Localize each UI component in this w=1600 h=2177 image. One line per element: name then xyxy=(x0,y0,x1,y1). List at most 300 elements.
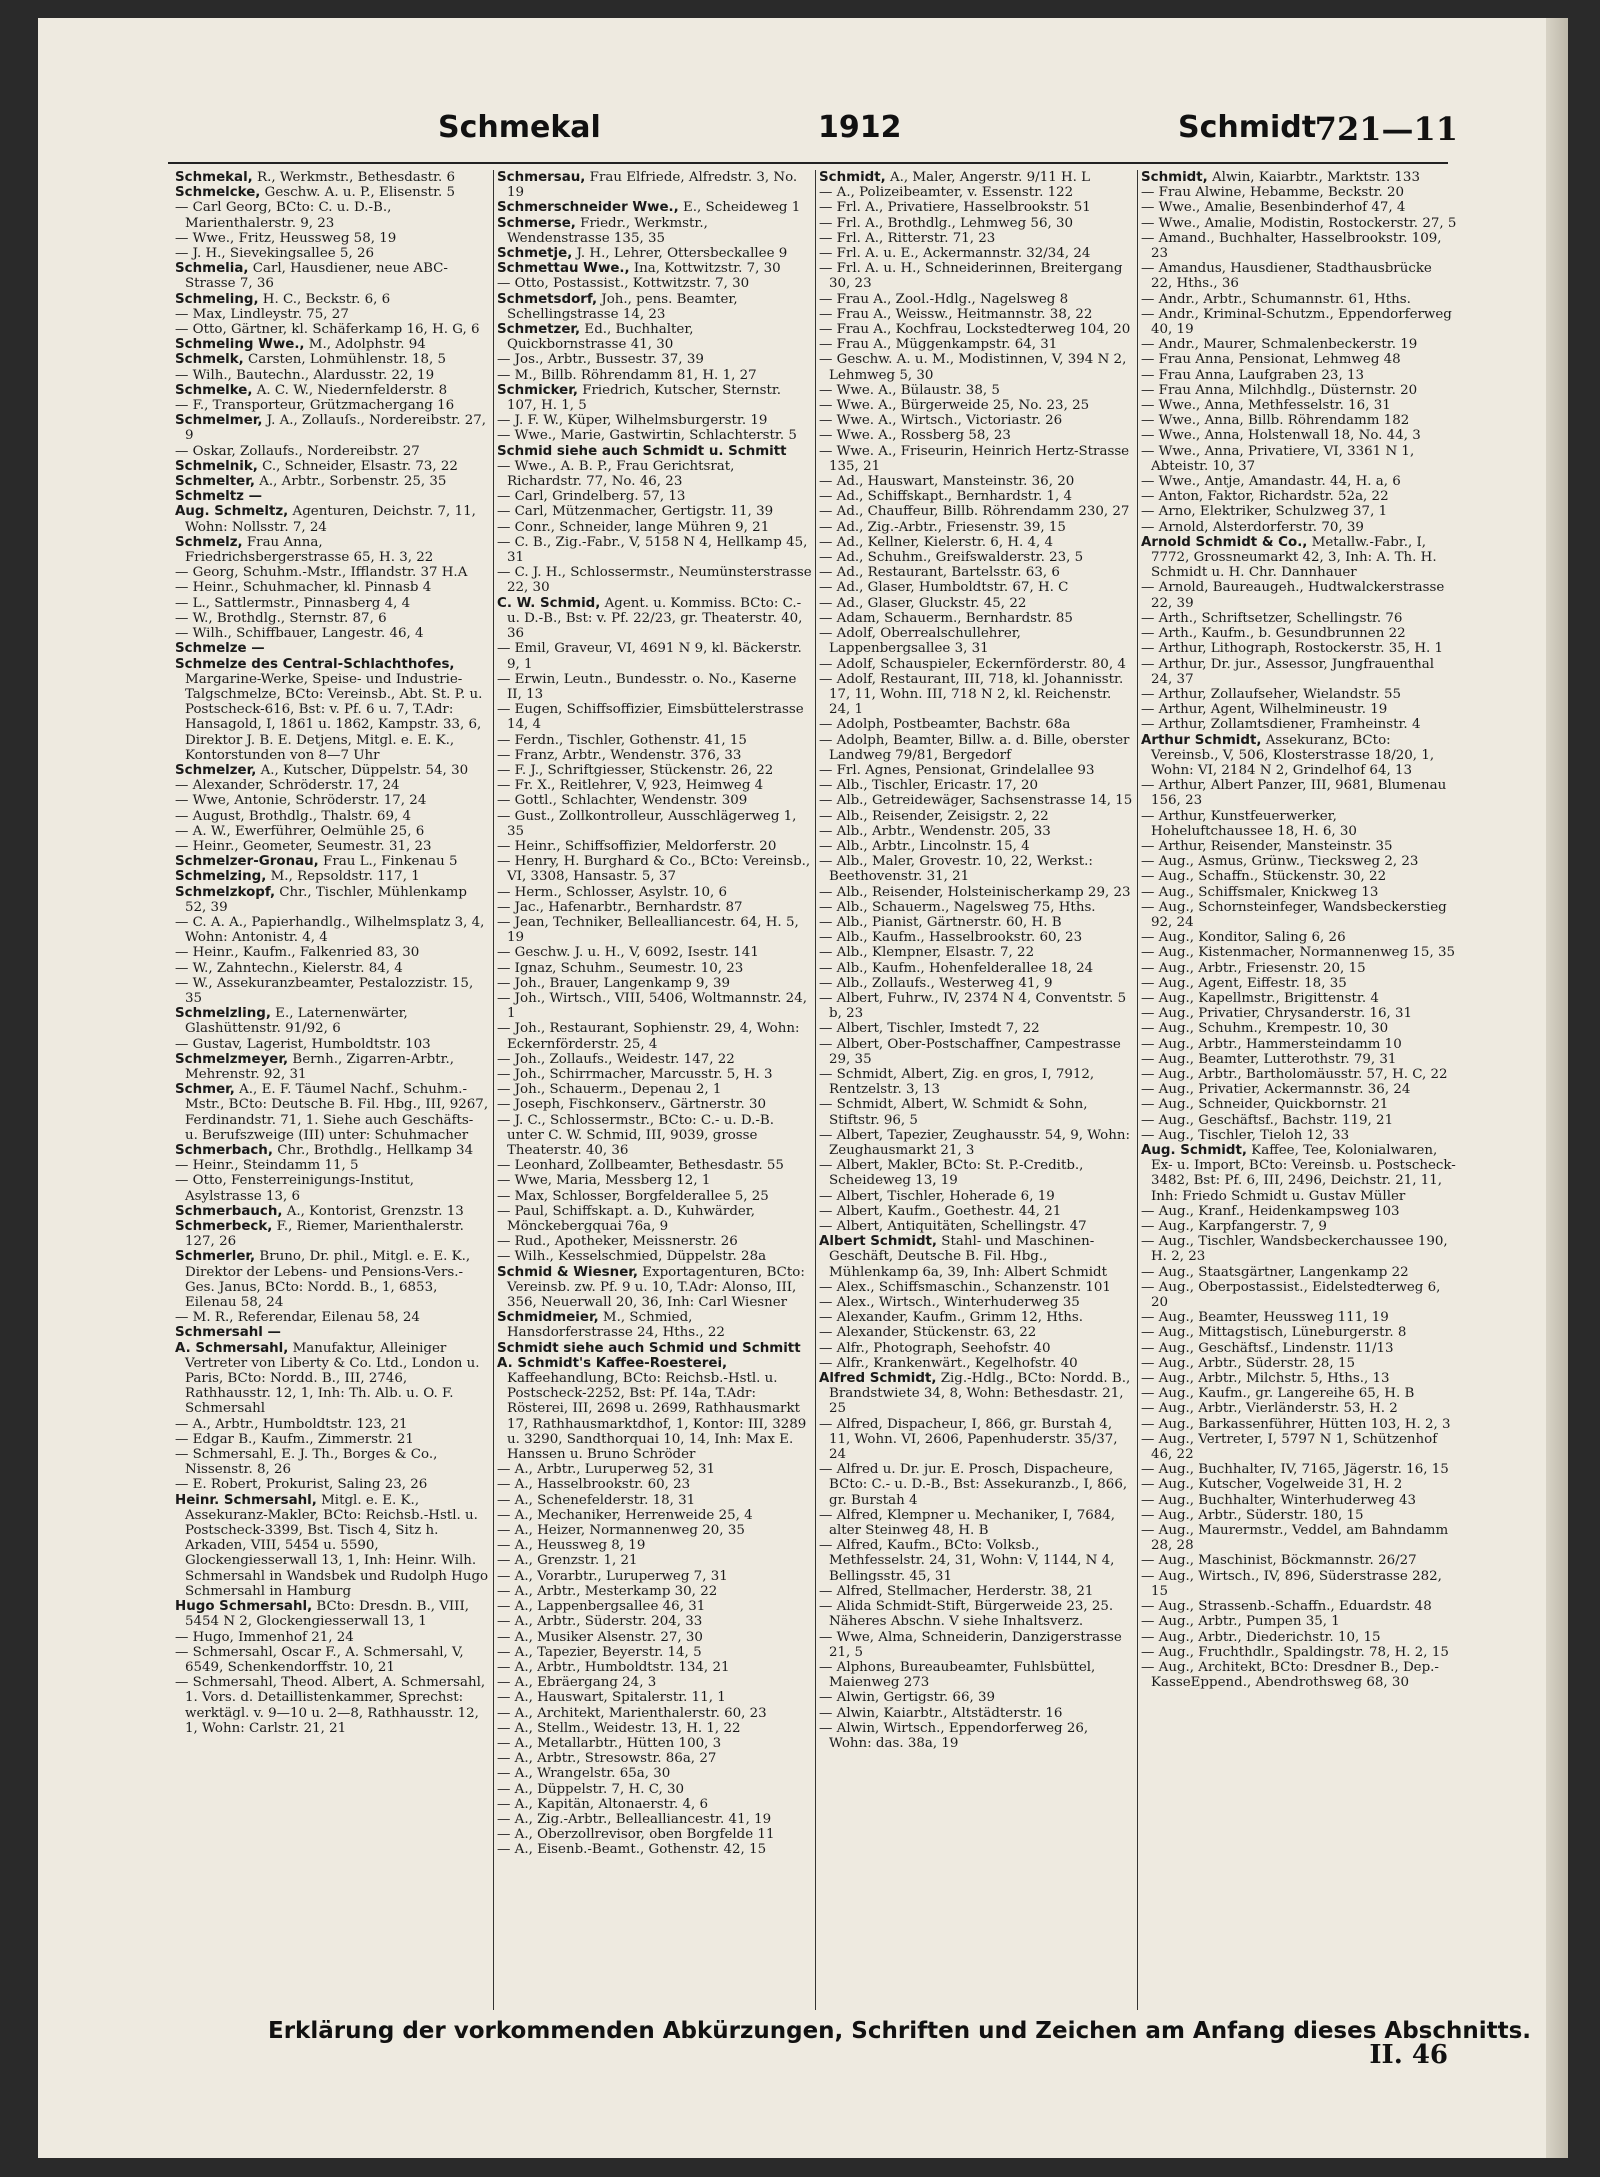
directory-entry: — Aug., Privatier, Chrysanderstr. 16, 31 xyxy=(1141,1006,1413,1022)
directory-entry: — Ad., Glaser, Gluckstr. 45, 22 xyxy=(819,595,1027,611)
directory-entry: — A., Heizer, Normannenweg 20, 35 xyxy=(497,1523,745,1539)
directory-entry: Schmidt siehe auch Schmid und Schmitt xyxy=(497,1340,801,1356)
directory-entry: — W., Zahntechn., Kielerstr. 84, 4 xyxy=(175,960,403,976)
directory-entry: — Aug., Buchhalter, IV, 7165, Jägerstr. 16, 15 xyxy=(1141,1462,1449,1478)
header-year: 1912 xyxy=(818,110,902,145)
directory-entry: — Frl. A. u. E., Ackermannstr. 32/34, 24 xyxy=(819,246,1091,262)
directory-entry: Alfred Schmidt, Zig.-Hdlg., BCto: Nordd. B., Brandstwiete 34, 8, Wohn: Bethesdastr. 21, 25 xyxy=(819,1371,1131,1417)
directory-entry: Schmeling, H. C., Beckstr. 6, 6 xyxy=(175,291,391,307)
directory-entry: — Heinr., Schiffsoffizier, Meldorferstr. 20 xyxy=(497,838,777,854)
directory-entry: Schmelz, Frau Anna, Friedrichsbergerstrasse 65, H. 3, 22 xyxy=(175,534,434,566)
directory-entry: — A., Polizeibeamter, v. Essenstr. 122 xyxy=(819,185,1074,201)
directory-entry: — Alex., Schiffsmaschin., Schanzenstr. 101 xyxy=(819,1279,1111,1295)
directory-entry: — Emil, Graveur, VI, 4691 N 9, kl. Bäckerstr. 9, 1 xyxy=(497,641,802,672)
directory-entry: A. Schmersahl, Manufaktur, Alleiniger Vertreter von Liberty & Co. Ltd., London u. Paris, BCto: Nordd. B., III, 2746, Rathhausstr. 12, 1, Inh: Th. Alb. u. O. F. Schmersahl xyxy=(175,1340,480,1417)
directory-entry: — Gustav, Lagerist, Humboldtstr. 103 xyxy=(175,1036,431,1052)
directory-entry: — Aug., Tischler, Wandsbeckerchaussee 190, H. 2, 23 xyxy=(1141,1234,1448,1265)
directory-entry: — Alb., Klempner, Elsastr. 7, 22 xyxy=(819,945,1035,961)
directory-entry: — Aug., Architekt, BCto: Dresdner B., Dep.-KasseEppend., Abendrothsweg 68, 30 xyxy=(1141,1659,1439,1691)
directory-entry: Schmerbach, Chr., Brothdlg., Hellkamp 34 xyxy=(175,1143,474,1158)
directory-entry: — Heinr., Kaufm., Falkenried 83, 30 xyxy=(175,945,420,961)
directory-entry: — Arthur, Reisender, Mansteinstr. 35 xyxy=(1141,838,1393,854)
directory-entry: Schmelmer, J. A., Zollauſs., Nordereibstr. 27, 9 xyxy=(175,413,487,444)
directory-entry: — C. B., Zig.-Fabr., V, 5158 N 4, Hellkamp 45, 31 xyxy=(497,534,808,566)
directory-entry: — Schmersahl, Oscar F., A. Schmersahl, V, 6549, Schenkendorffstr. 10, 21 xyxy=(175,1644,464,1675)
directory-entry: — A., Wrangelstr. 65a, 30 xyxy=(497,1766,671,1782)
directory-entry: — Alb., Reisender, Holsteinischerkamp 29, 23 xyxy=(819,884,1131,900)
directory-entry: — Adam, Schauerm., Bernhardstr. 85 xyxy=(819,610,1073,626)
directory-entry: — A., Lappenbergsallee 46, 31 xyxy=(497,1599,706,1615)
directory-entry: — August, Brothdlg., Thalstr. 69, 4 xyxy=(175,808,411,824)
directory-entry: — Aug., Schuhm., Krempestr. 10, 30 xyxy=(1141,1021,1389,1037)
directory-entry: — Aug., Arbtr., Süderstr. 180, 15 xyxy=(1141,1507,1364,1523)
directory-entry: — Wwe., Anna, Privatiere, VI, 3361 N 1, Abteistr. 10, 37 xyxy=(1141,443,1415,474)
directory-entry: — Wwe, Antonie, Schröderstr. 17, 24 xyxy=(175,793,427,809)
directory-entry: — Wwe. A., Rossberg 58, 23 xyxy=(819,428,1011,444)
directory-entry: — A., Arbtr., Mesterkamp 30, 22 xyxy=(497,1583,718,1599)
directory-entry: — Alb., Pianist, Gärtnerstr. 60, H. B xyxy=(819,914,1062,930)
directory-entry: — Alb., Kaufm., Hohenfelderallee 18, 24 xyxy=(819,960,1094,976)
directory-entry: Schmetsdorf, Joh., pens. Beamter, Schellingstrasse 14, 23 xyxy=(497,291,738,322)
directory-entry: — Andr., Kriminal-Schutzm., Eppendorferweg 40, 19 xyxy=(1141,306,1452,338)
directory-entry: — F., Transporteur, Grützmachergang 16 xyxy=(175,398,455,414)
directory-entry: — Wwe., Anna, Billb. Röhrendamm 182 xyxy=(1141,413,1410,429)
directory-entry: — Adolf, Restaurant, III, 718, kl. Johannisstr. 17, 11, Wohn. III, 718 N 2, kl. Reichenstr. 24, 1 xyxy=(819,671,1124,718)
directory-entry: — Hugo, Immenhof 21, 24 xyxy=(175,1629,354,1645)
directory-entry: — A., Arbtr., Süderstr. 204, 33 xyxy=(497,1614,703,1630)
directory-entry: — Wwe. A., Bürgerweide 25, No. 23, 25 xyxy=(819,398,1090,414)
directory-entry: — Ad., Restaurant, Bartelsstr. 63, 6 xyxy=(819,565,1060,581)
directory-entry: — M. R., Referendar, Eilenau 58, 24 xyxy=(175,1310,420,1326)
directory-entry: — A., Kapitän, Altonaerstr. 4, 6 xyxy=(497,1796,709,1812)
directory-entry: — Conr., Schneider, lange Mühren 9, 21 xyxy=(497,519,770,535)
directory-entry: — Aug., Schiffsmaler, Knickweg 13 xyxy=(1141,884,1379,900)
directory-entry: — Amand., Buchhalter, Hasselbrookstr. 109, 23 xyxy=(1141,230,1442,262)
directory-entry: — Ad., Hauswart, Mansteinstr. 36, 20 xyxy=(819,474,1075,490)
directory-entry: — Franz, Arbtr., Wendenstr. 376, 33 xyxy=(497,747,742,763)
directory-entry: Schmeling Wwe., M., Adolphstr. 94 xyxy=(175,337,426,353)
directory-entry: — Adolph, Postbeamter, Bachstr. 68a xyxy=(819,717,1071,733)
directory-entry: Schmelia, Carl, Hausdiener, neue ABC-Strasse 7, 36 xyxy=(175,261,448,292)
directory-entry: — Alfr., Photograph, Seehofstr. 40 xyxy=(819,1340,1051,1356)
directory-entry: — Albert, Ober-Postschaffner, Campestrasse 29, 35 xyxy=(819,1036,1121,1067)
directory-columns xyxy=(172,170,1462,2010)
directory-entry: Schmerbeck, F., Riemer, Marienthalerstr. 127, 26 xyxy=(175,1219,464,1250)
directory-entry: — Max, Lindleystr. 75, 27 xyxy=(175,306,349,322)
directory-entry: — A., Ebräergang 24, 3 xyxy=(497,1675,657,1691)
directory-entry: — Wwe., Amalie, Modistin, Rostockerstr. 27, 5 xyxy=(1141,215,1457,231)
header-rule xyxy=(168,162,1448,164)
directory-entry: — A., Architekt, Marienthalerstr. 60, 23 xyxy=(497,1705,767,1721)
directory-entry: — Arthur, Kunstfeuerwerker, Hoheluftchaussee 18, H. 6, 30 xyxy=(1141,808,1357,839)
directory-entry: Schmelk, Carsten, Lohmühlenstr. 18, 5 xyxy=(175,352,447,368)
directory-entry: — Alb., Zollaufs., Westerweg 41, 9 xyxy=(819,975,1053,991)
directory-entry: — Aug., Arbtr., Diederichstr. 10, 15 xyxy=(1141,1629,1381,1645)
directory-entry: — Alfred u. Dr. jur. E. Prosch, Dispacheure, BCto: C.- u. D.-B., Bst: Assekuranzb., I, 866, gr. Burstah 4 xyxy=(819,1462,1128,1508)
directory-entry: — Aug., Geschäftsf., Lindenstr. 11/13 xyxy=(1141,1340,1394,1356)
directory-entry: — Alb., Arbtr., Wendenstr. 205, 33 xyxy=(819,823,1051,839)
directory-entry: — Wwe., Fritz, Heussweg 58, 19 xyxy=(175,230,397,246)
directory-entry: — Aug., Staatsgärtner, Langenkamp 22 xyxy=(1141,1264,1409,1280)
directory-entry: — Aug., Arbtr., Pumpen 35, 1 xyxy=(1141,1614,1340,1630)
directory-entry: — Alb., Schauerm., Nagelsweg 75, Hths. xyxy=(819,899,1096,915)
directory-entry: — Arthur, Dr. jur., Assessor, Jungfrauenthal 24, 37 xyxy=(1141,656,1435,687)
directory-entry: Schmid & Wiesner, Exportagenturen, BCto: Vereinsb. zw. Pf. 9 u. 10, T.Adr: Alonso, III, 356, Neuerwall 20, 36, Inh: Carl Wiesner xyxy=(497,1264,805,1311)
directory-entry: — Georg, Schuhm.-Mstr., Ifflandstr. 37 H.A xyxy=(175,565,468,581)
directory-entry: — Carl, Grindelberg. 57, 13 xyxy=(497,489,686,505)
directory-entry: — Wwe., Amalie, Besenbinderhof 47, 4 xyxy=(1141,200,1406,216)
directory-entry: Schmettau Wwe., Ina, Kottwitzstr. 7, 30 xyxy=(497,261,781,277)
directory-entry: — Otto, Fensterreinigungs-Institut, Asylstrasse 13, 6 xyxy=(175,1173,415,1204)
directory-entry: — Aug., Kaufm., gr. Langereihe 65, H. B xyxy=(1141,1386,1415,1402)
directory-entry: — Schmersahl, Theod. Albert, A. Schmersahl, 1. Vors. d. Detaillistenkammer, Sprechst: werktägl. v. 9—10 u. 2—8, Rathhausstr. 12, 1, Wohn: Carlstr. 21, 21 xyxy=(175,1675,486,1736)
directory-entry: — Arnold, Baureaugeh., Hudtwalckerstrasse 22, 39 xyxy=(1141,580,1445,611)
directory-entry: — Joh., Zollaufs., Weidestr. 147, 22 xyxy=(497,1051,735,1067)
directory-entry: — W., Brothdlg., Sternstr. 87, 6 xyxy=(175,610,387,626)
directory-entry: — Arthur, Agent, Wilhelmineustr. 19 xyxy=(1141,702,1388,718)
directory-entry: Schmelter, A., Arbtr., Sorbenstr. 25, 35 xyxy=(175,474,447,490)
directory-entry: — Wwe. A., Bülaustr. 38, 5 xyxy=(819,382,1000,398)
directory-entry: — Wwe., Anna, Methfesselstr. 16, 31 xyxy=(1141,398,1391,414)
directory-entry: — Joh., Restaurant, Sophienstr. 29, 4, Wohn: Eckernförderstr. 25, 4 xyxy=(497,1021,800,1052)
directory-entry: — Aug., Maurermstr., Veddel, am Bahndamm 28, 28 xyxy=(1141,1523,1449,1554)
directory-entry: Schmerler, Bruno, Dr. phil., Mitgl. e. E. K., Direktor der Lebens- und Pensions-Vers.-Ges. Janus, BCto: Nordd. B., 1, 6853, Eilenau 58, 24 xyxy=(175,1249,471,1311)
directory-entry: — Leonhard, Zollbeamter, Bethesdastr. 55 xyxy=(497,1158,784,1174)
directory-entry: — Frau A., Weissw., Heitmannstr. 38, 22 xyxy=(819,306,1093,322)
directory-entry: — Alexander, Kaufm., Grimm 12, Hths. xyxy=(819,1310,1084,1326)
directory-entry: — Ad., Schuhm., Greifswalderstr. 23, 5 xyxy=(819,550,1084,566)
directory-entry: — F. J., Schriftgiesser, Stückenstr. 26, 22 xyxy=(497,762,774,778)
directory-entry: — Arth., Schriftsetzer, Schellingstr. 76 xyxy=(1141,610,1403,626)
directory-entry: — Wwe, Maria, Messberg 12, 1 xyxy=(497,1173,711,1189)
directory-entry: — Alfr., Krankenwärt., Kegelhofstr. 40 xyxy=(819,1355,1078,1371)
directory-entry: — Albert, Kaufm., Goethestr. 44, 21 xyxy=(819,1203,1062,1219)
directory-entry: — Adolf, Oberrealschullehrer, Lappenbergsallee 3, 31 xyxy=(819,626,1021,657)
directory-entry: — Gottl., Schlachter, Wendenstr. 309 xyxy=(497,793,748,809)
directory-entry: — Alfred, Stellmacher, Herderstr. 38, 21 xyxy=(819,1583,1094,1599)
directory-entry: — Aug., Arbtr., Vierländerstr. 53, H. 2 xyxy=(1141,1401,1398,1417)
directory-entry: — Frau A., Müggenkampstr. 64, 31 xyxy=(819,337,1058,353)
directory-entry: — Geschw. J. u. H., V, 6092, Isestr. 141 xyxy=(497,945,759,961)
directory-entry: — Frau A., Kochfrau, Lockstedterweg 104, 20 xyxy=(819,322,1131,338)
directory-entry: — Adolph, Beamter, Billw. a. d. Bille, oberster Landweg 79/81, Bergedorf xyxy=(819,732,1130,763)
directory-entry: Heinr. Schmersahl, Mitgl. e. E. K., Assekuranz-Makler, BCto: Reichsb.-Hstl. u. Postscheck-3399, Bst. Tisch 4, Sitz h. Arkaden, VIII, 5454 u. 5590, Glockengiesserwall 13, 1, Inh: Heinr. Wilh. Schmersahl in Wandsbek und Rudolph Hugo Schmersahl in Hamburg xyxy=(175,1492,489,1599)
directory-entry: — Herm., Schlosser, Asylstr. 10, 6 xyxy=(497,884,728,900)
directory-entry: Schmelze des Central-Schlachthofes, Margarine-Werke, Speise- und Industrie-Talgschmelze, BCto: Vereinsb., Abt. St. P. u. Postscheck-616, Bst: v. Pf. 6 u. 7, T.Adr: Hansagold, I, 1861 u. 1862, Kampstr. 33, 6, Direktor J. B. E. Detjens, Mitgl. e. E. K., Kontorstunden von 8—7 Uhr xyxy=(175,656,483,763)
directory-entry: Schmerschneider Wwe., E., Scheideweg 1 xyxy=(497,200,801,216)
directory-entry: — Aug., Arbtr., Friesenstr. 20, 15 xyxy=(1141,960,1366,976)
directory-entry: — Andr., Maurer, Schmalenbeckerstr. 19 xyxy=(1141,337,1418,353)
directory-entry: — Aug., Kapellmstr., Brigittenstr. 4 xyxy=(1141,990,1379,1006)
footer-note: Erklärung der vorkommenden Abkürzungen, Schriften und Zeichen am Anfang dieses Abschnitts. xyxy=(268,2018,1532,2044)
directory-page xyxy=(38,18,1568,2158)
directory-entry: — Alb., Tischler, Ericastr. 17, 20 xyxy=(819,778,1039,794)
directory-entry: — Eugen, Schiffsoffizier, Eimsbüttelerstrasse 14, 4 xyxy=(497,702,804,733)
directory-entry: — Aug., Arbtr., Hammersteindamm 10 xyxy=(1141,1036,1402,1052)
directory-entry: — Arthur, Lithograph, Rostockerstr. 35, H. 1 xyxy=(1141,641,1444,657)
directory-entry: A. Schmidt's Kaffee-Roesterei, Kaffeehandlung, BCto: Reichsb.-Hstl. u. Postscheck-2252, Bst: Pf. 14a, T.Adr: Rösterei, III, 2698 u. 2699, Rathhausmarkt 17, Rathhausmarktdhof, 1, Kontor: III, 3289 u. 3290, Sandthorquai 10, 14, Inh: Max E. Hanssen u. Bruno Schröder xyxy=(497,1355,807,1463)
directory-entry: Schmerse, Friedr., Werkmstr., Wendenstrasse 135, 35 xyxy=(497,215,708,246)
directory-entry: — Albert, Tapezier, Zeughausstr. 54, 9, Wohn: Zeughausmarkt 21, 3 xyxy=(819,1127,1130,1158)
directory-entry: — A., Heussweg 8, 19 xyxy=(497,1538,646,1554)
directory-entry: — Joh., Schauerm., Depenau 2, 1 xyxy=(497,1082,722,1098)
directory-entry: — Alexander, Schröderstr. 17, 24 xyxy=(175,778,400,794)
directory-entry: — Alphons, Bureaubeamter, Fuhlsbüttel, Maienweg 273 xyxy=(819,1659,1096,1691)
directory-entry: — J. H., Sievekingsallee 5, 26 xyxy=(175,246,374,262)
directory-entry: — Aug., Mittagstisch, Lüneburgerstr. 8 xyxy=(1141,1325,1407,1341)
directory-entry: — Frl. A., Brothdlg., Lehmweg 56, 30 xyxy=(819,215,1074,231)
directory-entry: — Aug., Karpfangerstr. 7, 9 xyxy=(1141,1219,1327,1235)
directory-entry: — Ferdn., Tischler, Gothenstr. 41, 15 xyxy=(497,732,747,748)
directory-entry: — Arnold, Alsterdorferstr. 70, 39 xyxy=(1141,519,1364,535)
directory-entry: — Frau Anna, Laufgraben 23, 13 xyxy=(1141,367,1364,383)
directory-entry: Schmelzmeyer, Bernh., Zigarren-Arbtr., Mehrenstr. 92, 31 xyxy=(175,1051,455,1082)
directory-entry: Schmelzing, M., Repsoldstr. 117, 1 xyxy=(175,869,420,885)
directory-entry: — Aug., Vertreter, I, 5797 N 1, Schützenhof 46, 22 xyxy=(1141,1431,1438,1463)
directory-entry: Schmicker, Friedrich, Kutscher, Sternstr. 107, H. 1, 5 xyxy=(497,382,782,414)
directory-entry: — Carl, Mützenmacher, Gertigstr. 11, 39 xyxy=(497,504,774,520)
directory-entry: Schmelzling, E., Laternenwärter, Glashüttenstr. 91/92, 6 xyxy=(175,1006,408,1037)
directory-entry: — A., Arbtr., Humboldtstr. 123, 21 xyxy=(175,1416,408,1432)
directory-entry: — Erwin, Leutn., Bundesstr. o. No., Kaserne II, 13 xyxy=(497,671,797,702)
directory-entry: — Ignaz, Schuhm., Seumestr. 10, 23 xyxy=(497,960,744,976)
directory-entry: — A., Arbtr., Stresowstr. 86a, 27 xyxy=(497,1751,717,1767)
directory-entry: — Heinr., Schuhmacher, kl. Pinnasb 4 xyxy=(175,580,432,596)
directory-entry: — A. W., Ewerführer, Oelmühle 25, 6 xyxy=(175,823,425,839)
scan-edge xyxy=(1546,18,1568,2158)
directory-entry: — Schmersahl, E. J. Th., Borges & Co., Nissenstr. 8, 26 xyxy=(175,1447,438,1478)
directory-entry: — Aug., Kutscher, Vogelweide 31, H. 2 xyxy=(1141,1477,1403,1493)
directory-entry: — Ad., Chauffeur, Billb. Röhrendamm 230, 27 xyxy=(819,504,1130,520)
directory-entry: Schmid siehe auch Schmidt u. Schmitt xyxy=(497,443,787,459)
directory-entry: — Alida Schmidt-Stift, Bürgerweide 23, 25. Näheres Abschn. V siehe Inhaltsverz. xyxy=(819,1599,1114,1630)
directory-entry: — Albert, Makler, BCto: St. P.-Creditb., Scheideweg 13, 19 xyxy=(819,1158,1084,1189)
directory-entry: — Ad., Kellner, Kielerstr. 6, H. 4, 4 xyxy=(819,534,1054,550)
directory-entry: — Wwe., Antje, Amandastr. 44, H. a, 6 xyxy=(1141,474,1401,490)
directory-entry: — Aug., Geschäftsf., Bachstr. 119, 21 xyxy=(1141,1112,1394,1128)
page-number: 721—11 xyxy=(1314,110,1458,148)
directory-entry: — Joh., Brauer, Langenkamp 9, 39 xyxy=(497,975,731,991)
directory-entry: — Joh., Wirtsch., VIII, 5406, Woltmannstr. 24, 1 xyxy=(497,990,807,1022)
directory-entry: Albert Schmidt, Stahl- und Maschinen-Geschäft, Deutsche B. Fil. Hbg., Mühlenkamp 6a, 39, Inh: Albert Schmidt xyxy=(819,1234,1108,1280)
directory-entry: — Aug., Strassenb.-Schaffn., Eduardstr. 48 xyxy=(1141,1599,1432,1615)
directory-entry: Aug. Schmidt, Kaffee, Tee, Kolonialwaren, Ex- u. Import, BCto: Vereinsb. u. Postscheck-3482, Bst: Pf. 6, III, 2496, Deichstr. 21, 11, Inh: Friedo Schmidt u. Gustav Müller xyxy=(1141,1143,1456,1204)
directory-entry: — Wilh., Bautechn., Alardusstr. 22, 19 xyxy=(175,367,435,383)
directory-entry: — Arth., Kaufm., b. Gesundbrunnen 22 xyxy=(1141,626,1406,642)
directory-entry: — Alb., Reisender, Zeisigstr. 2, 22 xyxy=(819,808,1049,824)
directory-entry: — Carl Georg, BCto: C. u. D.-B., Marienthalerstr. 9, 23 xyxy=(175,200,392,231)
directory-entry: C. W. Schmid, Agent. u. Kommiss. BCto: C.- u. D.-B., Bst: v. Pf. 22/23, gr. Theaterstr. 40, 36 xyxy=(497,595,803,642)
directory-entry: — Aug., Privatier, Ackermannstr. 36, 24 xyxy=(1141,1082,1411,1098)
directory-entry: — Paul, Schiffskapt. a. D., Kuhwärder, Mönckebergquai 76a, 9 xyxy=(497,1203,755,1235)
directory-entry: — A., Stellm., Weidestr. 13, H. 1, 22 xyxy=(497,1720,741,1736)
directory-entry: — A., Düppelstr. 7, H. C, 30 xyxy=(497,1781,685,1797)
directory-entry: — Arthur, Zollamtsdiener, Framheinstr. 4 xyxy=(1141,717,1421,733)
directory-entry: — A., Grenzstr. 1, 21 xyxy=(497,1553,638,1569)
directory-entry: — Alwin, Kaiarbtr., Altstädterstr. 16 xyxy=(819,1705,1063,1721)
directory-entry: — A., Schenefelderstr. 18, 31 xyxy=(497,1492,696,1508)
directory-entry: — Henry, H. Burghard & Co., BCto: Vereinsb., VI, 3308, Hansastr. 5, 37 xyxy=(497,854,811,885)
directory-entry: — Rud., Apotheker, Meissnerstr. 26 xyxy=(497,1234,738,1250)
directory-entry: — Albert, Tischler, Hoherade 6, 19 xyxy=(819,1188,1055,1204)
directory-entry: — Alb., Arbtr., Lincolnstr. 15, 4 xyxy=(819,838,1030,854)
directory-entry: Schmersahl — xyxy=(175,1325,281,1341)
directory-entry: — Alb., Kaufm., Hasselbrookstr. 60, 23 xyxy=(819,930,1083,946)
directory-entry: — Heinr., Steindamm 11, 5 xyxy=(175,1158,359,1174)
directory-entry: — J. F. W., Küper, Wilhelmsburgerstr. 19 xyxy=(497,413,768,429)
directory-entry: — A., Hauswart, Spitalerstr. 11, 1 xyxy=(497,1690,726,1706)
directory-entry: — Alfred, Dispacheur, I, 866, gr. Burstah 4, 11, Wohn. VI, 2606, Papenhuderstr. 35/37, 24 xyxy=(819,1416,1118,1463)
directory-entry: — Wwe., A. B. P., Frau Gerichtsrat, Richardstr. 77, No. 46, 23 xyxy=(497,458,735,490)
directory-entry: — Aug., Tischler, Tieloh 12, 33 xyxy=(1141,1127,1350,1143)
directory-entry: — Wilh., Schiffbauer, Langestr. 46, 4 xyxy=(175,626,424,642)
directory-entry: Schmelzer-Gronau, Frau L., Finkenau 5 xyxy=(175,854,458,870)
directory-entry: — Frl. A., Ritterstr. 71, 23 xyxy=(819,230,996,246)
directory-entry: Schmidt, A., Maler, Angerstr. 9/11 H. L xyxy=(819,170,1091,185)
directory-entry: — Aug., Maschinist, Böckmannstr. 26/27 xyxy=(1141,1553,1417,1569)
directory-entry: — Frau Anna, Milchhdlg., Düsternstr. 20 xyxy=(1141,382,1418,398)
directory-entry: — Aug., Schneider, Quickbornstr. 21 xyxy=(1141,1097,1389,1113)
directory-entry: — Aug., Arbtr., Bartholomäusstr. 57, H. C, 22 xyxy=(1141,1066,1448,1082)
directory-entry: Schmelzkopf, Chr., Tischler, Mühlenkamp 52, 39 xyxy=(175,884,467,915)
directory-entry: — A., Oberzollrevisor, oben Borgfelde 11 xyxy=(497,1827,775,1843)
directory-entry: — A., Zig.-Arbtr., Bellealliancestr. 41, 19 xyxy=(497,1811,772,1827)
directory-entry: — Aug., Barkassenführer, Hütten 103, H. 2, 3 xyxy=(1141,1416,1451,1432)
directory-entry: — Frl. A., Privatiere, Hasselbrookstr. 51 xyxy=(819,200,1091,216)
directory-entry: Schmetje, J. H., Lehrer, Ottersbeckallee 9 xyxy=(497,246,788,262)
directory-entry: — Arthur, Albert Panzer, III, 9681, Blumenau 156, 23 xyxy=(1141,778,1447,809)
directory-entry: — Alfred, Klempner u. Mechaniker, I, 7684, alter Steinweg 48, H. B xyxy=(819,1507,1116,1539)
directory-entry: Aug. Schmeltz, Agenturen, Deichstr. 7, 11, Wohn: Nollsstr. 7, 24 xyxy=(175,504,476,535)
directory-entry: — Aug., Kranf., Heidenkampsweg 103 xyxy=(1141,1203,1400,1219)
directory-entry: — Aug., Asmus, Grünw., Tiecksweg 2, 23 xyxy=(1141,854,1419,870)
directory-entry: — C. A. A., Papierhandlg., Wilhelmsplatz 3, 4, Wohn: Antonistr. 4, 4 xyxy=(175,914,485,946)
directory-entry: — Otto, Postassist., Kottwitzstr. 7, 30 xyxy=(497,276,750,292)
directory-entry: — Aug., Oberpostassist., Eidelstedterweg 6, 20 xyxy=(1141,1279,1441,1311)
directory-entry: — Jos., Arbtr., Bussestr. 37, 39 xyxy=(497,352,704,368)
directory-entry: — Aug., Beamter, Lutterothstr. 79, 31 xyxy=(1141,1051,1397,1067)
directory-entry: — Schmidt, Albert, W. Schmidt & Sohn, Stiftstr. 96, 5 xyxy=(819,1097,1088,1128)
directory-entry: — Max, Schlosser, Borgfelderallee 5, 25 xyxy=(497,1188,769,1204)
directory-entry: — Ad., Schiffskapt., Bernhardstr. 1, 4 xyxy=(819,489,1073,505)
directory-entry: — W., Assekuranzbeamter, Pestalozzistr. 15, 35 xyxy=(175,975,474,1006)
directory-entry: — Wwe, Alma, Schneiderin, Danzigerstrasse 21, 5 xyxy=(819,1629,1122,1660)
directory-entry: — Schmidt, Albert, Zig. en gros, I, 7912, Rentzelstr. 3, 13 xyxy=(819,1066,1095,1098)
directory-entry: Schmeltz — xyxy=(175,489,262,505)
directory-entry: Arnold Schmidt & Co., Metallw.-Fabr., I, 7772, Grossneumarkt 42, 3, Inh: A. Th. H. Schmidt u. H. Chr. Dannhauer xyxy=(1141,534,1437,581)
directory-entry: — Aug., Fruchthdlr., Spaldingstr. 78, H. 2, 15 xyxy=(1141,1644,1449,1660)
directory-entry: — Joh., Schirrmacher, Marcusstr. 5, H. 3 xyxy=(497,1066,773,1082)
directory-entry: — A., Musiker Alsenstr. 27, 30 xyxy=(497,1629,703,1645)
directory-entry: — A., Tapezier, Beyerstr. 14, 5 xyxy=(497,1644,702,1660)
directory-entry: Schmetzer, Ed., Buchhalter, Quickbornstrasse 41, 30 xyxy=(497,322,694,353)
directory-entry: — E. Robert, Prokurist, Saling 23, 26 xyxy=(175,1477,428,1493)
directory-entry: — Aug., Agent, Eiffestr. 18, 35 xyxy=(1141,975,1347,991)
directory-entry: — Aug., Kistenmacher, Normannenweg 15, 35 xyxy=(1141,945,1456,961)
directory-entry: Schmelnik, C., Schneider, Elsastr. 73, 22 xyxy=(175,458,458,474)
directory-entry: Schmerbauch, A., Kontorist, Grenzstr. 13 xyxy=(175,1203,464,1219)
directory-entry: — Wwe., Marie, Gastwirtin, Schlachterstr. 5 xyxy=(497,428,797,444)
directory-entry: Schmelzer, A., Kutscher, Düppelstr. 54, 30 xyxy=(175,762,469,778)
directory-entry: — Arno, Elektriker, Schulzweg 37, 1 xyxy=(1141,504,1388,520)
directory-entry: — C. J. H., Schlossermstr., Neumünsterstrasse 22, 30 xyxy=(497,565,812,596)
directory-entry: — Heinr., Geometer, Seumestr. 31, 23 xyxy=(175,838,432,854)
directory-entry: — Fr. X., Reitlehrer, V, 923, Heimweg 4 xyxy=(497,778,764,794)
column-3 xyxy=(816,170,1138,2010)
directory-entry: — Amandus, Hausdiener, Stadthausbrücke 22, Hths., 36 xyxy=(1141,261,1432,292)
directory-entry: — Aug., Wirtsch., IV, 896, Süderstrasse 282, 15 xyxy=(1141,1568,1442,1599)
directory-entry: — Aug., Konditor, Saling 6, 26 xyxy=(1141,930,1346,946)
directory-entry: Schmidt, Alwin, Kaiarbtr., Marktstr. 133 xyxy=(1141,170,1420,185)
directory-entry: — Alwin, Wirtsch., Eppendorferweg 26, Wohn: das. 38a, 19 xyxy=(819,1720,1089,1751)
directory-entry: — Frau A., Zool.-Hdlg., Nagelsweg 8 xyxy=(819,291,1069,307)
directory-entry: Hugo Schmersahl, BCto: Dresdn. B., VIII, 5454 N 2, Glockengiesserwall 13, 1 xyxy=(175,1599,470,1630)
directory-entry: — Andr., Arbtr., Schumannstr. 61, Hths. xyxy=(1141,291,1411,307)
directory-entry: — Albert, Tischler, Imstedt 7, 22 xyxy=(819,1021,1040,1037)
directory-entry: — Frau Alwine, Hebamme, Beckstr. 20 xyxy=(1141,185,1405,201)
directory-entry: — A., Eisenb.-Beamt., Gothenstr. 42, 15 xyxy=(497,1842,767,1858)
directory-entry: Schmersau, Frau Elfriede, Alfredstr. 3, No. 19 xyxy=(497,170,798,201)
directory-entry: — Albert, Antiquitäten, Schellingstr. 47 xyxy=(819,1219,1087,1235)
directory-entry: — Otto, Gärtner, kl. Schäferkamp 16, H. G, 6 xyxy=(175,322,480,338)
directory-entry: — Wwe. A., Friseurin, Heinrich Hertz-Strasse 135, 21 xyxy=(819,443,1130,474)
directory-entry: — Aug., Arbtr., Süderstr. 28, 15 xyxy=(1141,1355,1355,1371)
directory-entry: — A., Hasselbrookstr. 60, 23 xyxy=(497,1477,691,1493)
column-2 xyxy=(494,170,816,2010)
directory-entry: Schmelze — xyxy=(175,641,265,657)
page-header xyxy=(118,110,1458,164)
directory-entry: Schmelke, A. C. W., Niedernfelderstr. 8 xyxy=(175,382,448,398)
directory-entry: Schmelcke, Geschw. A. u. P., Elisenstr. 5 xyxy=(175,185,456,201)
directory-entry: — Ad., Glaser, Humboldtstr. 67, H. C xyxy=(819,580,1069,596)
directory-entry: — Alwin, Gertigstr. 66, 39 xyxy=(819,1690,996,1706)
directory-entry: — Frau Anna, Pensionat, Lehmweg 48 xyxy=(1141,352,1401,368)
directory-entry: — Jean, Techniker, Bellealliancestr. 64, H. 5, 19 xyxy=(497,914,799,946)
directory-entry: — Arthur, Zollaufseher, Wielandstr. 55 xyxy=(1141,686,1402,702)
directory-entry: — Jac., Hafenarbtr., Bernhardstr. 87 xyxy=(497,899,743,915)
directory-entry: — Alb., Maler, Grovestr. 10, 22, Werkst.: Beethovenstr. 31, 21 xyxy=(819,854,1093,885)
directory-entry: — Joseph, Fischkonserv., Gärtnerstr. 30 xyxy=(497,1097,767,1113)
directory-entry: — L., Sattlermstr., Pinnasberg 4, 4 xyxy=(175,595,411,611)
directory-entry: — Albert, Fuhrw., IV, 2374 N 4, Conventstr. 5 b, 23 xyxy=(819,990,1127,1022)
directory-entry: — J. C., Schlossermstr., BCto: C.- u. D.-B. unter C. W. Schmid, III, 9039, grosse Theaterstr. 40, 36 xyxy=(497,1112,775,1158)
directory-entry: Schmekal, R., Werkmstr., Bethesdastr. 6 xyxy=(175,170,455,185)
directory-entry: — A., Mechaniker, Herrenweide 25, 4 xyxy=(497,1507,753,1523)
directory-entry: — Wwe. A., Wirtsch., Victoriastr. 26 xyxy=(819,413,1063,429)
directory-entry: — Frl. A. u. H., Schneiderinnen, Breitergang 30, 23 xyxy=(819,261,1123,292)
directory-entry: — Wwe., Anna, Holstenwall 18, No. 44, 3 xyxy=(1141,428,1421,444)
column-4 xyxy=(1138,170,1460,2010)
directory-entry: — M., Billb. Röhrendamm 81, H. 1, 27 xyxy=(497,367,757,383)
directory-entry: — Aug., Schornsteinfeger, Wandsbeckerstieg 92, 24 xyxy=(1141,899,1447,930)
column-1 xyxy=(172,170,494,2010)
directory-entry: — Wilh., Kesselschmied, Düppelstr. 28a xyxy=(497,1249,767,1265)
directory-entry: — Alb., Getreidewäger, Sachsenstrasse 14, 15 xyxy=(819,793,1133,809)
directory-entry: Schmer, A., E. F. Täumel Nachf., Schuhm.-Mstr., BCto: Deutsche B. Fil. Hbg., III, 9267, Ferdinandstr. 71, 1. Siehe auch Geschäfts- u. Berufszweige (III) unter: Schuhmacher xyxy=(175,1082,489,1143)
section-number: II. 46 xyxy=(1369,2040,1448,2070)
directory-entry: — Frl. Agnes, Pensionat, Grindelallee 93 xyxy=(819,762,1095,778)
directory-entry: — Geschw. A. u. M., Modistinnen, V, 394 N 2, Lehmweg 5, 30 xyxy=(819,352,1127,383)
directory-entry: — Gust., Zollkontrolleur, Ausschlägerweg 1, 35 xyxy=(497,808,797,839)
directory-entry: — Alexander, Stückenstr. 63, 22 xyxy=(819,1325,1037,1341)
directory-entry: — Aug., Schaffn., Stückenstr. 30, 22 xyxy=(1141,869,1387,885)
directory-entry: — A., Arbtr., Luruperweg 52, 31 xyxy=(497,1462,716,1478)
directory-entry: — Alex., Wirtsch., Winterhuderweg 35 xyxy=(819,1295,1080,1311)
directory-entry: — Aug., Buchhalter, Winterhuderweg 43 xyxy=(1141,1492,1417,1508)
directory-entry: — Aug., Arbtr., Milchstr. 5, Hths., 13 xyxy=(1141,1371,1390,1387)
directory-entry: — Adolf, Schauspieler, Eckernförderstr. 80, 4 xyxy=(819,656,1126,672)
directory-entry: — Ad., Zig.-Arbtr., Friesenstr. 39, 15 xyxy=(819,519,1066,535)
